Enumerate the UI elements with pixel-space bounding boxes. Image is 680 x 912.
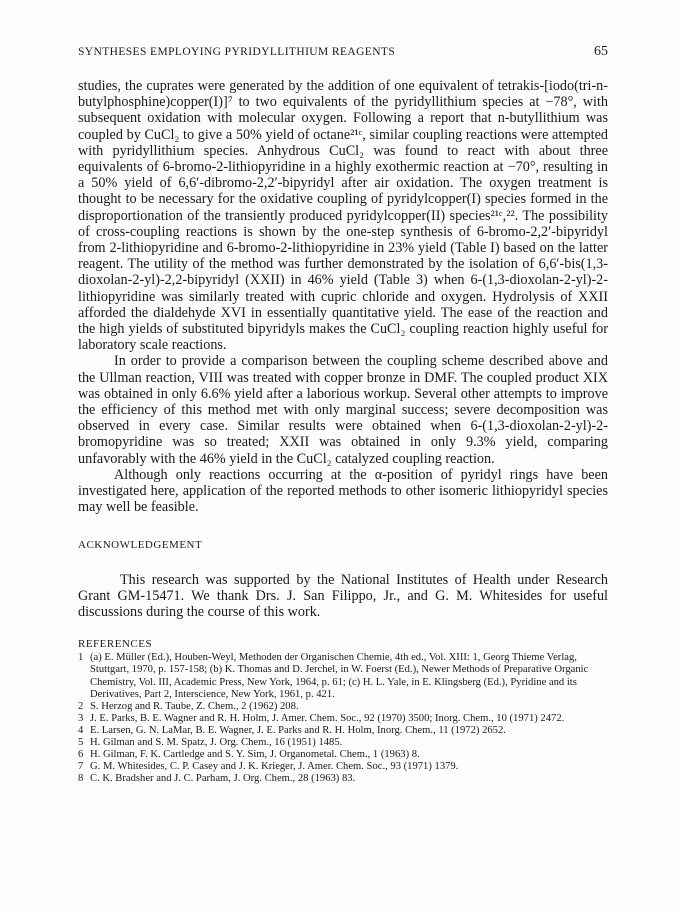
reference-item: [78, 749, 608, 761]
page-number: 65: [594, 44, 608, 59]
reference-text: G. M. Whitesides, C. P. Casey and J. K. Krieger, J. Amer. Chem. Soc., 93 (1971) 1379.: [90, 761, 459, 773]
reference-number: 4: [78, 724, 84, 736]
acknowledgement-text: This research was supported by the National Institutes of Health under Research Grant GM-15471. We thank Drs. J. San Filippo, Jr., and G. M. Whitesides for useful discussions during the course of this work.: [78, 571, 608, 621]
running-header: [78, 44, 608, 60]
reference-text: E. Larsen, G. N. LaMar, B. E. Wagner, J. E. Parks and R. H. Holm, Inorg. Chem., 11 (1972) 2652.: [90, 724, 506, 736]
reference-number: 2: [78, 700, 84, 712]
references-heading: REFERENCES: [78, 638, 153, 651]
reference-item: [78, 725, 608, 737]
reference-text: J. E. Parks, B. E. Wagner and R. H. Holm, J. Amer. Chem. Soc., 92 (1970) 3500; Inorg. Chem., 10 (1971) 2472.: [90, 712, 565, 724]
running-title: SYNTHESES EMPLOYING PYRIDYLLITHIUM REAGENTS: [78, 46, 396, 58]
reference-number: 7: [78, 761, 84, 773]
reference-number: 1: [78, 652, 84, 664]
reference-text: C. K. Bradsher and J. C. Parham, J. Org. Chem., 28 (1963) 83.: [90, 773, 356, 785]
reference-number: 8: [78, 773, 84, 785]
reference-number: 5: [78, 737, 84, 749]
reference-text: H. Gilman and S. M. Spatz, J. Org. Chem., 16 (1951) 1485.: [90, 737, 343, 749]
main-text: [78, 78, 608, 620]
reference-item: [78, 761, 608, 773]
reference-number: 6: [78, 749, 84, 761]
reference-number: 3: [78, 712, 84, 724]
acknowledgement-section: [78, 572, 608, 621]
reference-text: H. Gilman, F. K. Cartledge and S. Y. Sim, J. Organometal. Chem., 1 (1963) 8.: [90, 749, 420, 761]
reference-item: [78, 737, 608, 749]
acknowledgement-heading: ACKNOWLEDGEMENT: [78, 539, 203, 552]
reference-item: [78, 652, 608, 700]
reference-text: (a) E. Müller (Ed.), Houben-Weyl, Methoden der Organischen Chemie, 4th ed., Vol. XIII: 1, Georg Thieme Verlag, Stuttgart, 1970, p. 157-158; (b) K. Thomas and D. Jerchel, in W. Foerst (Ed.), Newer Methods of Preparative Organic Chemistry, Vol. III, Academic Press, New York, 1964, p. 61; (c) H. L. Yale, in E. Klingsberg (Ed.), Pyridine and its Derivatives, Part 2, Interscience, New York, 1961, p. 421.: [90, 652, 589, 700]
reference-item: [78, 701, 608, 713]
references-section: [78, 638, 608, 785]
reference-text: S. Herzog and R. Taube, Z. Chem., 2 (1962) 208.: [90, 700, 299, 712]
reference-item: [78, 713, 608, 725]
journal-page: [78, 44, 608, 785]
paragraph-isomers: Although only reactions occurring at the α-position of pyridyl rings have been investigated here, application of the reported methods to other isomeric lithiopyridyl species may well be feasible.: [78, 466, 608, 516]
paragraph-cuprates: studies, the cuprates were generated by the addition of one equivalent of tetrakis-[iodo(tri-n-butylphosphine)copper(I)]⁷ to two equivalents of the pyridyllithium species at −78°, with subsequent oxidation with molecular oxygen. Following a report that n-butyllithium was coupled by CuCl₂ to give a 50% yield of octane²¹ᶜ, similar coupling reactions were attempted with pyridyllithium species. Anhydrous CuCl₂ was found to react with about three equivalents of 6-bromo-2-lithiopyridine in a highly exothermic reaction at −70°, resulting in a 50% yield of 6,6′-dibromo-2,2′-bipyridyl after air oxidation. The oxygen treatment is thought to be necessary for the oxidative coupling of pyridylcopper(I) species formed in the disproportionation of the transiently produced pyridylcopper(II) species²¹ᶜ,²². The possibility of cross-coupling reactions is shown by the one-step synthesis of 6-bromo-2,2′-bipyridyl from 2-lithiopyridine and 6-bromo-2-lithiopyridine in 23% yield (Table I) based on the latter reagent. The utility of the method was further demonstrated by the isolation of 6,6′-bis(1,3-dioxolan-2-yl)-2,2-bipyridyl (XXII) in 46% yield (Table 3) when 6-(1,3-dioxolan-2-yl)-2-lithiopyridine was similarly treated with cupric chloride and oxygen. Hydrolysis of XXII afforded the dialdehyde XVI in essentially quantitative yield. The ease of the reaction and the high yields of substituted bipyridyls makes the CuCl₂ coupling reaction highly useful for laboratory scale reactions.: [78, 78, 608, 354]
paragraph-ullman: In order to provide a comparison between the coupling scheme described above and the Ullman reaction, VIII was treated with copper bronze in DMF. The coupled product XIX was obtained in only 6.6% yield after a laborious workup. Several other attempts to improve the efficiency of this method met with only marginal success; severe decomposition was observed in every case. Similar results were obtained when 6-(1,3-dioxolan-2-yl)-2-bromopyridine was so treated; XXII was obtained in only 9.3% yield, comparing unfavorably with the 46% yield in the CuCl₂ catalyzed coupling reaction.: [78, 353, 608, 467]
reference-item: [78, 773, 608, 785]
